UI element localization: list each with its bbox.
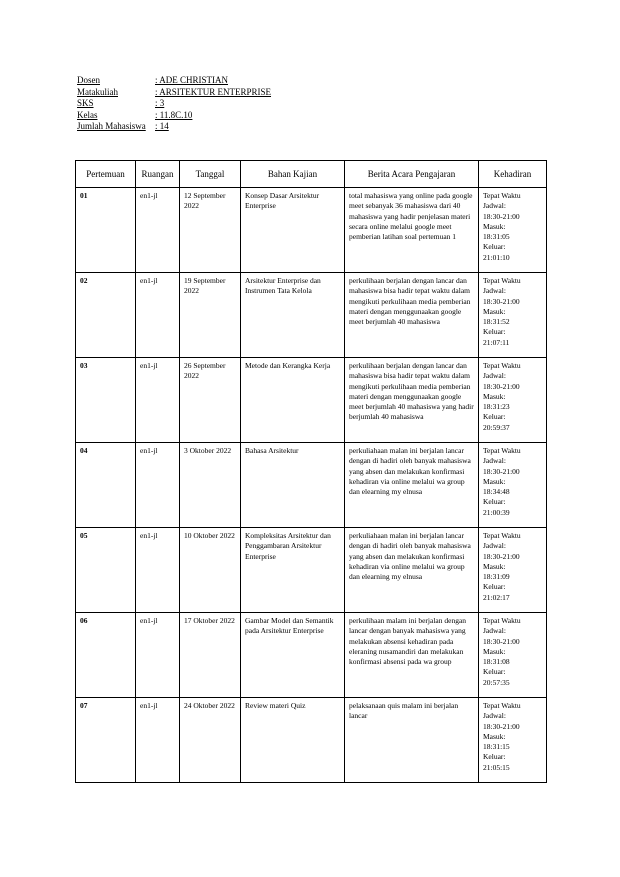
header-tanggal: Tanggal	[180, 161, 241, 188]
kehadiran-status: Tepat Waktu	[483, 531, 521, 540]
table-row	[76, 358, 547, 443]
kehadiran-jadwal: 18:30-21:00	[483, 381, 520, 391]
kehadiran-jadwal: 18:30-21:00	[483, 721, 520, 731]
kehadiran-masuk-label: Masuk:	[483, 476, 506, 486]
kehadiran-keluar-label: Keluar:	[483, 752, 506, 762]
kehadiran-jadwal: 18:30-21:00	[483, 466, 520, 476]
info-value: : ADE CHRISTIAN	[155, 75, 229, 85]
kehadiran-keluar-label: Keluar:	[483, 242, 506, 252]
kehadiran-masuk-label: Masuk:	[483, 221, 506, 231]
cell-bahan-kajian: Konsep Dasar Arsitektur Enterprise	[241, 188, 345, 273]
cell-bahan-kajian: Arsitektur Enterprise dan Instrumen Tata Kelola	[241, 273, 345, 358]
cell-ruangan: en1-jl	[136, 273, 180, 358]
cell-pertemuan: 02	[76, 273, 136, 358]
cell-pertemuan: 04	[76, 443, 136, 528]
cell-tanggal: 19 September 2022	[180, 273, 241, 358]
kehadiran-keluar-label: Keluar:	[483, 327, 506, 337]
kehadiran-jadwal: 18:30-21:00	[483, 211, 520, 221]
info-row-kelas	[77, 110, 271, 122]
kehadiran-masuk-label: Masuk:	[483, 731, 506, 741]
cell-berita-acara: perkuliahaan malan ini berjalan lancar dengan di hadiri oleh banyak mahasiswa yang absen dan melakukan konfirmasi kehadiran via online melalui wa group dan elearning my elnusa	[345, 443, 479, 528]
info-label: Dosen	[77, 75, 100, 85]
info-value: : 14	[155, 121, 169, 131]
info-label: Kelas	[77, 109, 98, 120]
info-label: SKS	[77, 98, 94, 108]
kehadiran-jadwal: 18:30-21:00	[483, 636, 520, 646]
kehadiran-keluar-label: Keluar:	[483, 497, 506, 507]
cell-ruangan: en1-jl	[136, 613, 180, 698]
kehadiran-jadwal-label: Jadwal:	[483, 371, 506, 381]
cell-berita-acara: perkulihaan berjalan dengan lancar dan mahasiswa bisa hadir tepat waktu dalam mengikuti perkulihaan media pemberian materi dengan menggunaakan google meet berjumlah 40 mahasiswa	[345, 273, 479, 358]
kehadiran-keluar: 20:59:37	[483, 422, 510, 432]
kehadiran-status: Tepat Waktu	[483, 191, 521, 200]
kehadiran-masuk-label: Masuk:	[483, 646, 506, 656]
kehadiran-keluar: 21:01:10	[483, 252, 510, 262]
cell-bahan-kajian: Metode dan Kerangka Kerja	[241, 358, 345, 443]
kehadiran-jadwal: 18:30-21:00	[483, 296, 520, 306]
header-kehadiran: Kehadiran	[479, 161, 547, 188]
cell-kehadiran	[479, 528, 547, 613]
kehadiran-masuk-label: Masuk:	[483, 391, 506, 401]
cell-kehadiran	[479, 188, 547, 273]
kehadiran-keluar: 21:05:15	[483, 762, 510, 772]
kehadiran-jadwal-label: Jadwal:	[483, 541, 506, 551]
cell-kehadiran	[479, 613, 547, 698]
header-bahan-kajian: Bahan Kajian	[241, 161, 345, 188]
kehadiran-masuk: 18:31:05	[483, 232, 510, 242]
cell-kehadiran	[479, 698, 547, 783]
info-row-matakuliah	[77, 87, 271, 99]
cell-pertemuan: 01	[76, 188, 136, 273]
kehadiran-keluar: 21:00:39	[483, 507, 510, 517]
kehadiran-jadwal-label: Jadwal:	[483, 286, 506, 296]
info-row-sks	[77, 98, 271, 110]
cell-tanggal: 24 Oktober 2022	[180, 698, 241, 783]
table-row	[76, 613, 547, 698]
table-row	[76, 188, 547, 273]
course-info	[77, 75, 271, 133]
info-value: : 11.8C.10	[155, 109, 193, 120]
info-value: : ARSITEKTUR ENTERPRISE	[155, 86, 272, 97]
cell-pertemuan: 06	[76, 613, 136, 698]
kehadiran-keluar-label: Keluar:	[483, 667, 506, 677]
kehadiran-keluar: 21:07:11	[483, 337, 510, 347]
table-row	[76, 443, 547, 528]
cell-berita-acara: perkulihaan berjalan dengan lancar dan mahasiswa bisa hadir tepat waktu dalam mengikuti perkulihaan media pemberian materi dengan menggunaakan google meet berjumlah 40 mahasiswa yang hadir berjumlah 40 mahasiswa	[345, 358, 479, 443]
cell-tanggal: 10 Oktober 2022	[180, 528, 241, 613]
kehadiran-status: Tepat Waktu	[483, 276, 521, 285]
cell-tanggal: 26 September 2022	[180, 358, 241, 443]
cell-berita-acara: perkuliahaan malan ini berjalan lancar dengan di hadiri oleh banyak mahasiswa yang absen dan melakukan konfirmasi kehadiran via online melalui wa group dan elearning my elnusa	[345, 528, 479, 613]
kehadiran-masuk: 18:34:48	[483, 487, 510, 497]
info-row-dosen	[77, 75, 271, 87]
cell-pertemuan: 05	[76, 528, 136, 613]
cell-bahan-kajian: Gambar Model dan Semantik pada Arsitektur Enterprise	[241, 613, 345, 698]
kehadiran-status: Tepat Waktu	[483, 701, 521, 710]
kehadiran-keluar-label: Keluar:	[483, 412, 506, 422]
cell-tanggal: 12 September 2022	[180, 188, 241, 273]
cell-kehadiran	[479, 443, 547, 528]
cell-berita-acara: total mahasiswa yang online pada google meet sebanyak 36 mahasiswa dari 40 mahasiswa yang hadir penjelasan materi secara online melalui google meet pemberian latihan soal pertemuan 1	[345, 188, 479, 273]
cell-kehadiran	[479, 358, 547, 443]
kehadiran-status: Tepat Waktu	[483, 616, 521, 625]
cell-tanggal: 3 Oktober 2022	[180, 443, 241, 528]
kehadiran-masuk: 18:31:52	[483, 317, 510, 327]
kehadiran-jadwal-label: Jadwal:	[483, 201, 506, 211]
cell-pertemuan: 03	[76, 358, 136, 443]
table-row	[76, 698, 547, 783]
attendance-table	[75, 160, 547, 783]
cell-ruangan: en1-jl	[136, 698, 180, 783]
cell-ruangan: en1-jl	[136, 443, 180, 528]
cell-berita-acara: perkulihaan malam ini berjalan dengan lancar dengan banyak mahasiswa yang melakukan absensi kehadiran pada eleraning nusamandiri dan melakukan konfirmasi absensi pada wa group	[345, 613, 479, 698]
kehadiran-status: Tepat Waktu	[483, 361, 521, 370]
cell-ruangan: en1-jl	[136, 188, 180, 273]
info-value: : 3	[155, 98, 165, 108]
kehadiran-keluar-label: Keluar:	[483, 582, 506, 592]
table-row	[76, 528, 547, 613]
header-ruangan: Ruangan	[136, 161, 180, 188]
cell-ruangan: en1-jl	[136, 528, 180, 613]
table-row	[76, 273, 547, 358]
kehadiran-keluar: 20:57:35	[483, 677, 510, 687]
kehadiran-jadwal-label: Jadwal:	[483, 626, 506, 636]
header-berita-acara: Berita Acara Pengajaran	[345, 161, 479, 188]
info-label: Matakuliah	[77, 86, 118, 97]
cell-bahan-kajian: Bahasa Arsitektur	[241, 443, 345, 528]
kehadiran-masuk-label: Masuk:	[483, 306, 506, 316]
kehadiran-jadwal: 18:30-21:00	[483, 551, 520, 561]
cell-pertemuan: 07	[76, 698, 136, 783]
info-row-jumlah-mahasiswa	[77, 121, 271, 133]
info-label: Jumlah Mahasiswa	[77, 121, 146, 131]
table-header-row	[76, 161, 547, 188]
kehadiran-masuk: 18:31:09	[483, 572, 510, 582]
cell-kehadiran	[479, 273, 547, 358]
kehadiran-keluar: 21:02:17	[483, 592, 510, 602]
cell-bahan-kajian: Review materi Quiz	[241, 698, 345, 783]
kehadiran-masuk: 18:31:15	[483, 742, 510, 752]
cell-tanggal: 17 Oktober 2022	[180, 613, 241, 698]
header-pertemuan: Pertemuan	[76, 161, 136, 188]
kehadiran-jadwal-label: Jadwal:	[483, 711, 506, 721]
cell-ruangan: en1-jl	[136, 358, 180, 443]
cell-berita-acara: pelaksanaan quis malam ini berjalan lancar	[345, 698, 479, 783]
kehadiran-jadwal-label: Jadwal:	[483, 456, 506, 466]
cell-bahan-kajian: Kompleksitas Arsitektur dan Penggambaran Arsitektur Enterprise	[241, 528, 345, 613]
kehadiran-masuk: 18:31:08	[483, 657, 510, 667]
kehadiran-masuk: 18:31:23	[483, 402, 510, 412]
kehadiran-masuk-label: Masuk:	[483, 561, 506, 571]
kehadiran-status: Tepat Waktu	[483, 446, 521, 455]
